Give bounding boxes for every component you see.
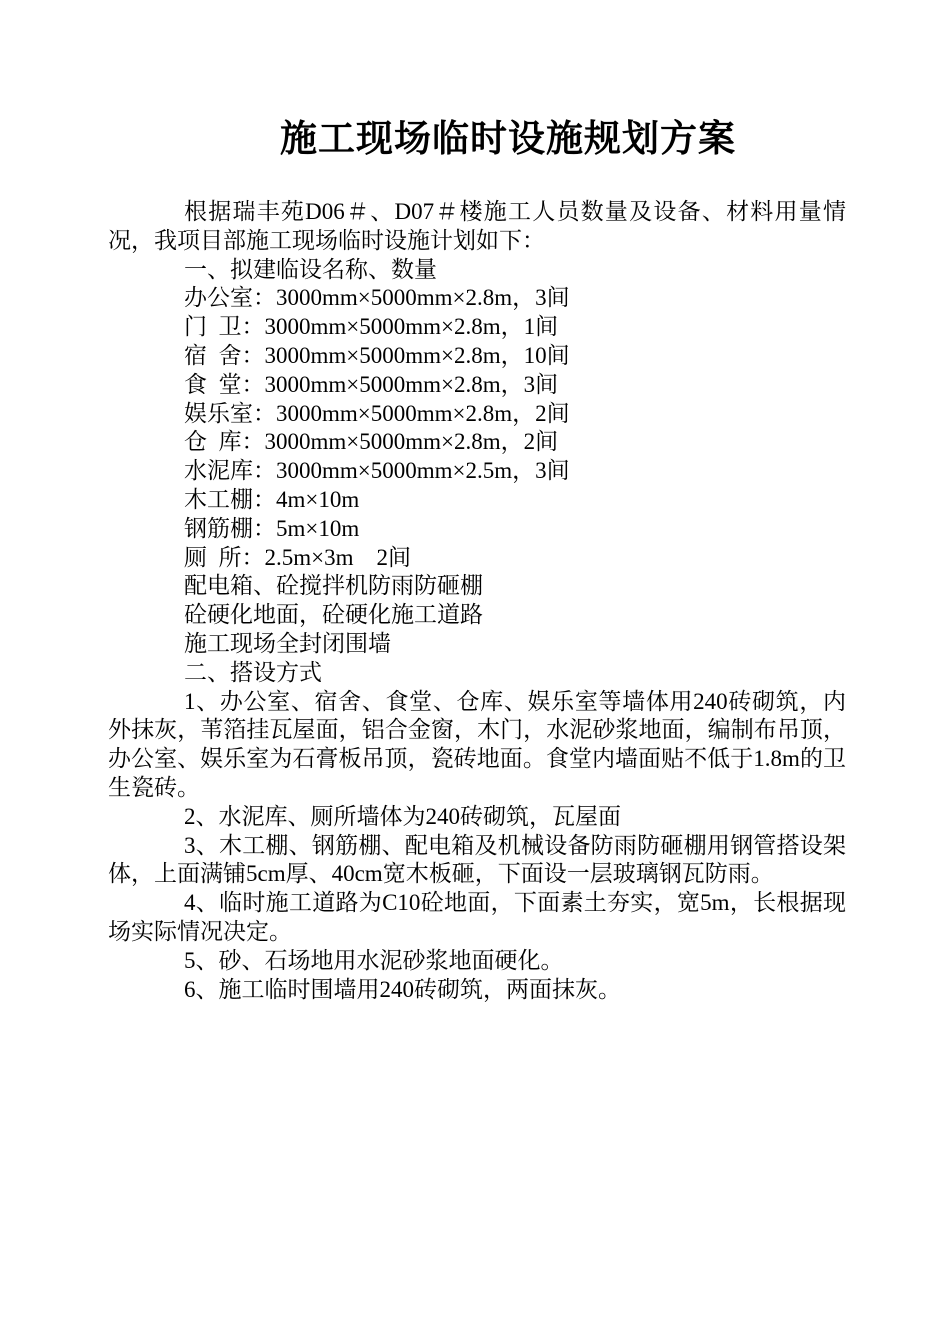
facility-item: 宿 舍：3000mm×5000mm×2.8m，10间: [184, 342, 570, 368]
facility-item: 木工棚：4m×10m: [184, 486, 360, 512]
facility-item: 仓 库：3000mm×5000mm×2.8m，2间: [184, 429, 559, 455]
facility-item: 水泥库：3000mm×5000mm×2.5m，3间: [184, 458, 570, 484]
facility-item: 施工现场全封闭围墙: [184, 630, 391, 656]
facility-item: 配电箱、砼搅拌机防雨防砸棚: [184, 573, 483, 599]
method-list: [108, 688, 846, 1005]
document-body: [108, 198, 846, 1004]
section-heading-methods: 二、搭设方式: [184, 659, 322, 685]
facility-item: 厕 所：2.5m×3m 2间: [184, 544, 412, 570]
method-paragraph: 3、木工棚、钢筋棚、配电箱及机械设备防雨防砸棚用钢管搭设架体，上面满铺5cm厚、40cm宽木板砸，下面设一层玻璃钢瓦防雨。: [108, 832, 846, 887]
facility-item: 娱乐室：3000mm×5000mm×2.8m，2间: [184, 400, 570, 426]
method-paragraph: 5、砂、石场地用水泥砂浆地面硬化。: [184, 947, 564, 973]
facility-item: 食 堂：3000mm×5000mm×2.8m，3间: [184, 371, 559, 397]
method-paragraph: 6、施工临时围墙用240砖砌筑，两面抹灰。: [184, 976, 621, 1002]
facility-list: [108, 284, 846, 658]
facility-item: 办公室：3000mm×5000mm×2.8m，3间: [184, 285, 570, 311]
method-paragraph: 4、临时施工道路为C10砼地面，下面素土夯实，宽5m，长根据现场实际情况决定。: [108, 890, 846, 944]
facility-item: 钢筋棚：5m×10m: [184, 515, 360, 541]
section-heading-facilities: 一、拟建临设名称、数量: [184, 256, 437, 282]
method-paragraph: 1、办公室、宿舍、食堂、仓库、娱乐室等墙体用240砖砌筑，内外抹灰，苇箔挂瓦屋面，铝合金窗，木门，水泥砂浆地面，编制布吊顶，办公室、娱乐室为石膏板吊顶，瓷砖地面。食堂内墙面贴不低于1.8m的卫生瓷砖。: [108, 688, 846, 800]
facility-item: 门 卫：3000mm×5000mm×2.8m，1间: [184, 314, 559, 340]
facility-item: 砼硬化地面，砼硬化施工道路: [184, 602, 483, 628]
document-title: 施工现场临时设施规划方案: [280, 118, 736, 160]
intro-paragraph: 根据瑞丰苑D06＃、D07＃楼施工人员数量及设备、材料用量情况，我项目部施工现场临时设施计划如下：: [108, 199, 846, 253]
method-paragraph: 2、水泥库、厕所墙体为240砖砌筑，瓦屋面: [184, 803, 621, 829]
